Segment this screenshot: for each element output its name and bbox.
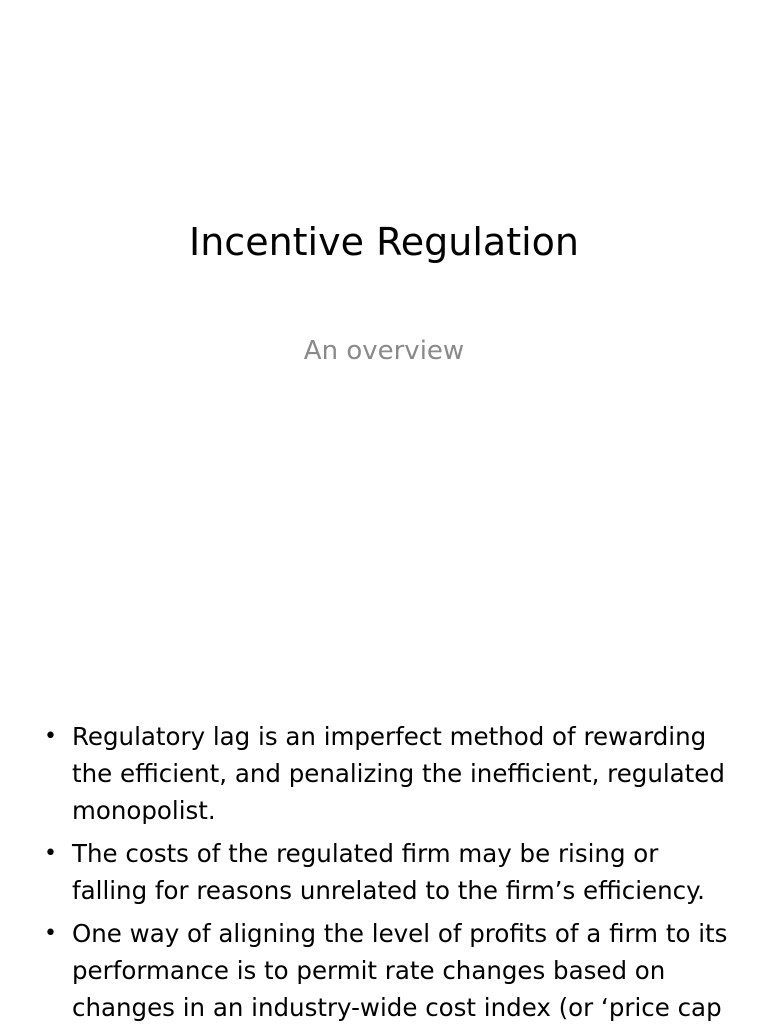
bullet-dot-icon: • bbox=[44, 841, 57, 866]
bullet-text: Regulatory lag is an imperfect method of rewarding the efficient, and penalizing the inefficient, regulated monopolist. bbox=[72, 722, 725, 825]
bullet-item bbox=[36, 718, 736, 829]
bullet-dot-icon: • bbox=[44, 921, 57, 946]
content-slide bbox=[0, 580, 768, 1024]
slide-title: Incentive Regulation bbox=[189, 220, 579, 264]
bullet-item bbox=[36, 835, 736, 909]
bullet-text: One way of aligning the level of profits of a firm to its performance is to permit rate changes based on changes in an industry-wide cost index (or ‘price cap bbox=[72, 919, 728, 1022]
bullet-text: The costs of the regulated firm may be rising or falling for reasons unrelated to the firm’s efficiency. bbox=[72, 839, 705, 905]
bullet-dot-icon: • bbox=[44, 724, 57, 749]
bullet-list bbox=[36, 718, 736, 1024]
bullet-item bbox=[36, 915, 736, 1024]
slide-subtitle: An overview bbox=[303, 336, 465, 366]
